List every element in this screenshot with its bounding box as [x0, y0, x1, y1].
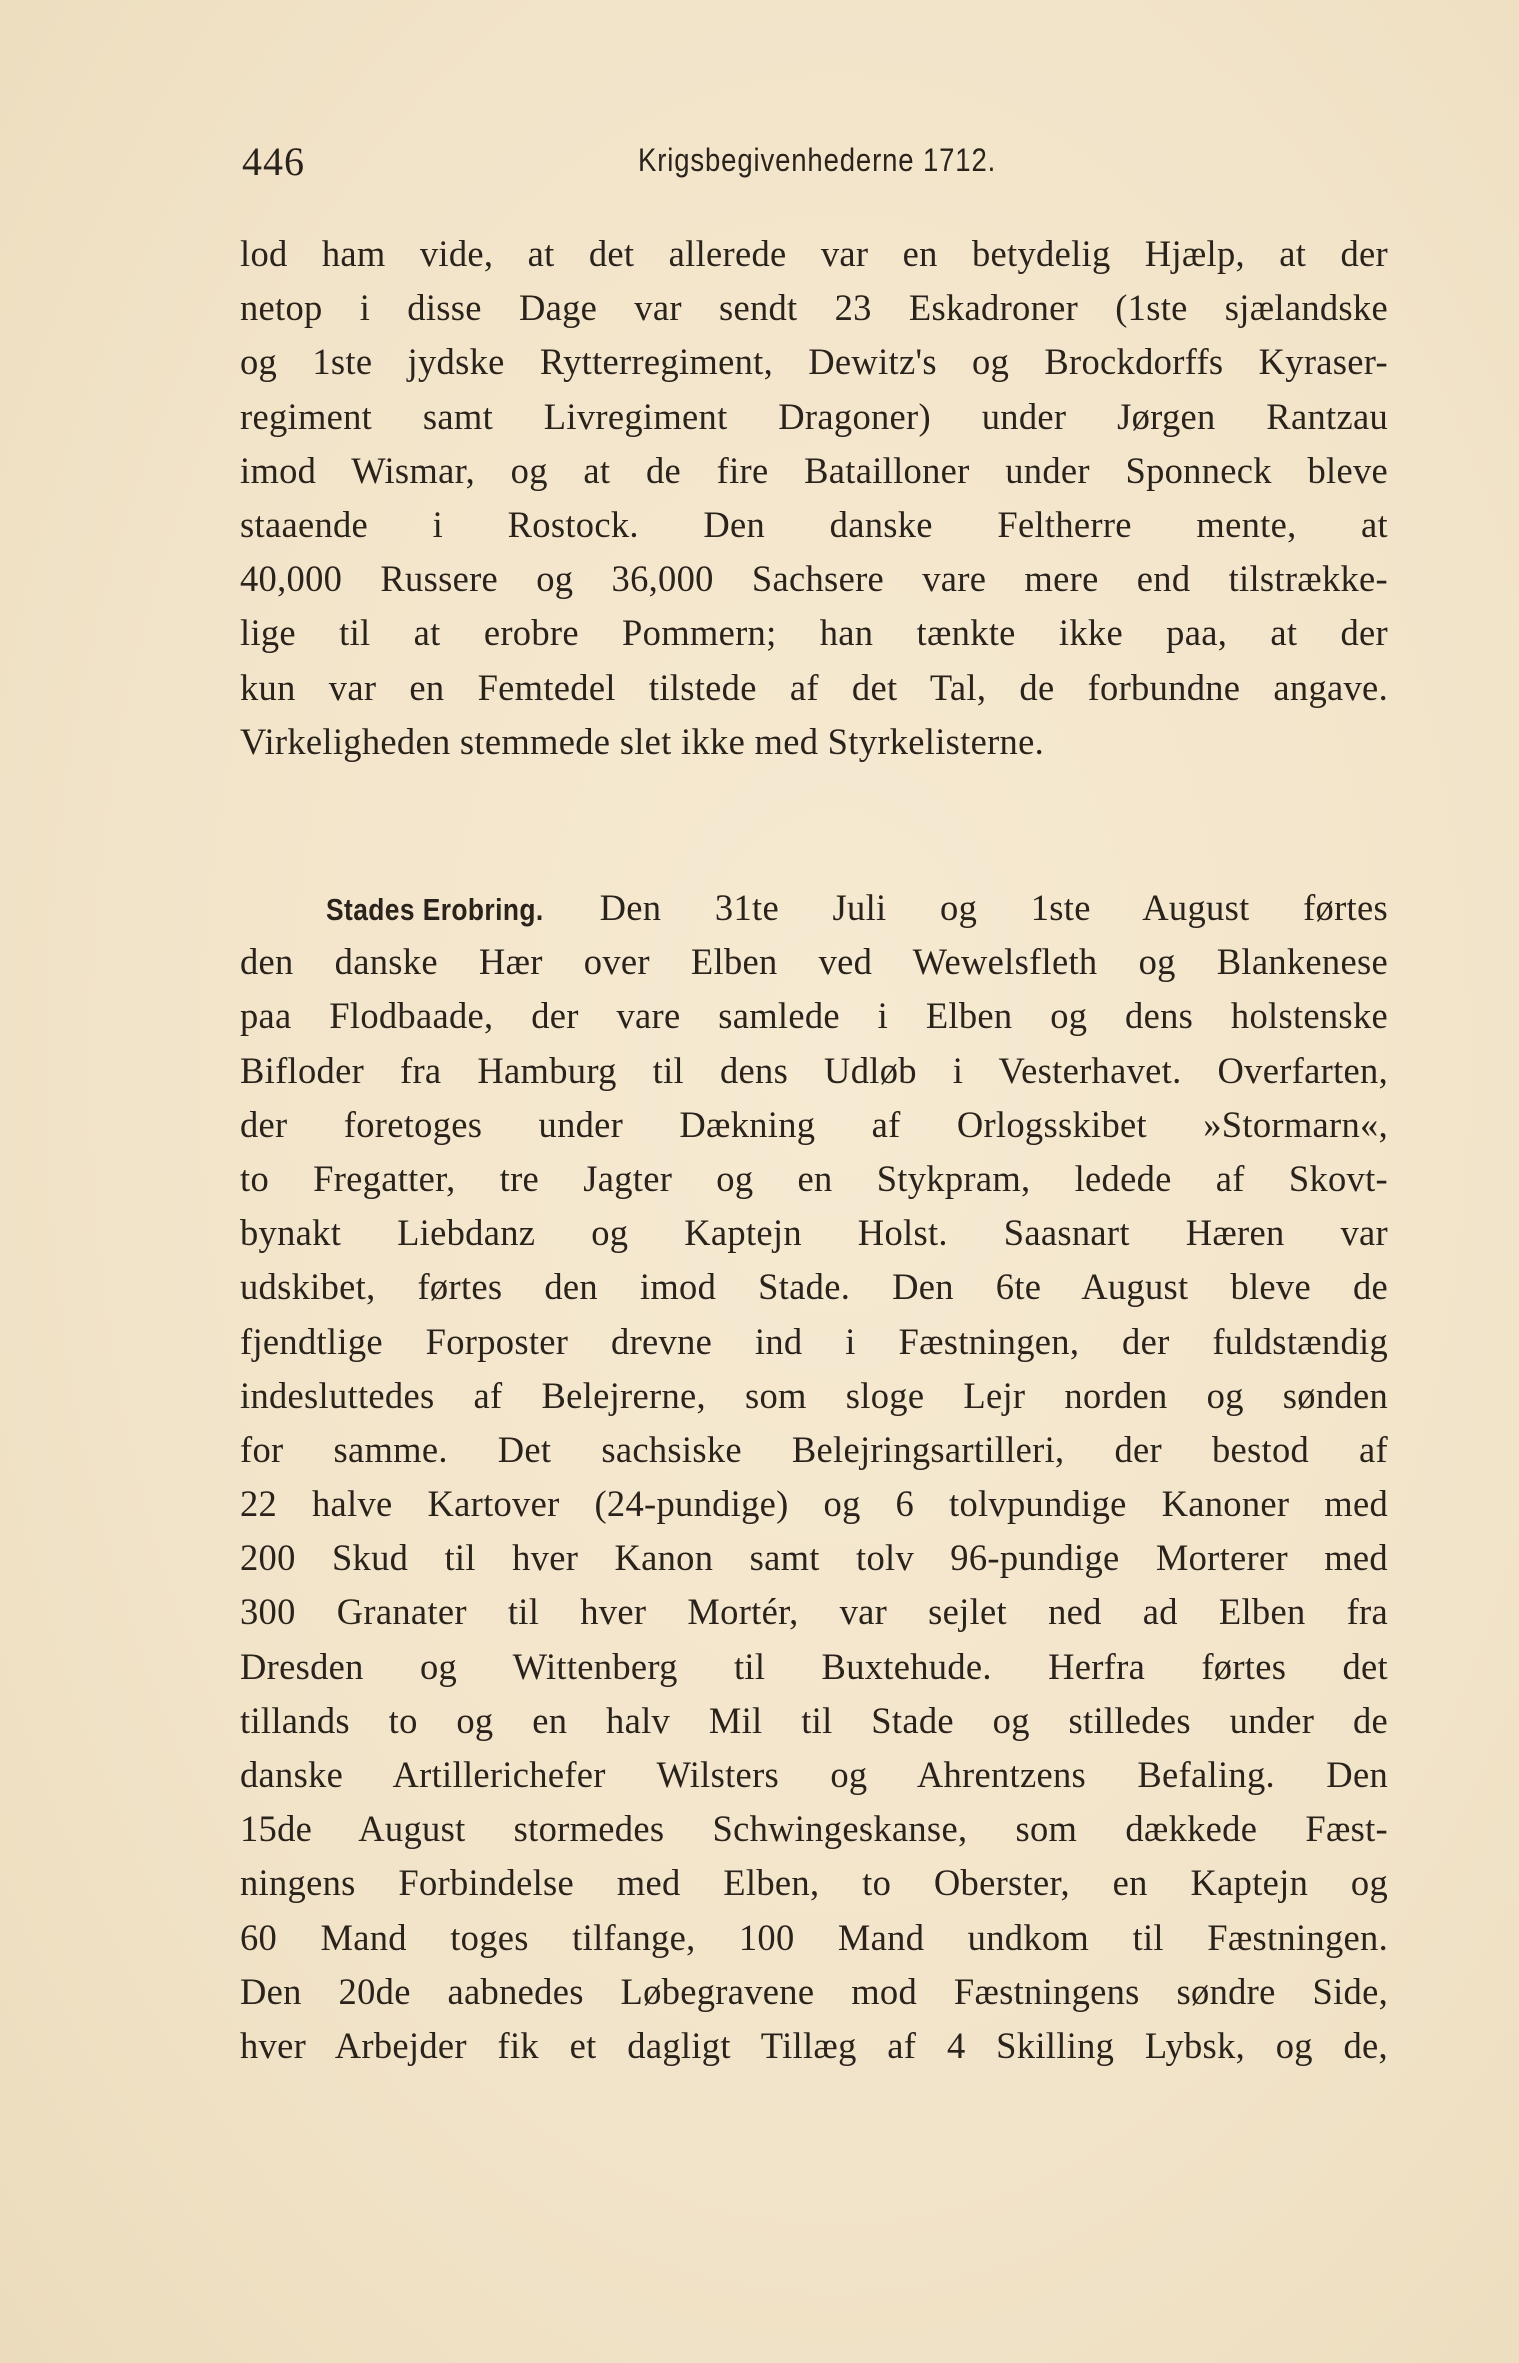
text-line: 40,000 Russere og 36,000 Sachsere vare mere end tilstrække- — [240, 558, 1388, 600]
text-line: kun var en Femtedel tilstede af det Tal, de forbundne angave. — [240, 666, 1388, 708]
text-line: Bifloder fra Hamburg til dens Udløb i Vesterhavet. Overfarten, — [240, 1049, 1388, 1091]
text-line: 22 halve Kartover (24-pundige) og 6 tolvpundige Kanoner med — [240, 1483, 1388, 1525]
paragraph-2 — [240, 881, 1388, 2073]
text-line: to Fregatter, tre Jagter og en Stykpram, ledede af Skovt- — [240, 1157, 1388, 1199]
text-line: staaende i Rostock. Den danske Feltherre mente, at — [240, 503, 1388, 545]
text-line: 60 Mand toges tilfange, 100 Mand undkom til Fæstningen. — [240, 1916, 1388, 1958]
text-line: lod ham vide, at det allerede var en betydelig Hjælp, at der — [240, 233, 1388, 274]
text-line-first — [240, 881, 1388, 935]
text-line: for samme. Det sachsiske Belejringsartilleri, der bestod af — [240, 1428, 1388, 1470]
text-line: lige til at erobre Pommern; han tænkte ikke paa, at der — [240, 612, 1388, 654]
text-line: bynakt Liebdanz og Kaptejn Holst. Saasnart Hæren var — [240, 1212, 1388, 1254]
text-line: hver Arbejder fik et dagligt Tillæg af 4 Skilling Lybsk, og de, — [240, 2024, 1388, 2066]
text-line: og 1ste jydske Rytterregiment, Dewitz's og Brockdorffs Kyraser- — [240, 341, 1388, 383]
paragraph-1 — [240, 227, 1388, 769]
text-run: Den 31te Juli og 1ste August førtes — [599, 887, 1388, 928]
text-line: udskibet, førtes den imod Stade. Den 6te August bleve de — [240, 1266, 1388, 1308]
text-line: regiment samt Livregiment Dragoner) under Jørgen Rantzau — [240, 395, 1388, 437]
text-line: 200 Skud til hver Kanon samt tolv 96-pundige Morterer med — [240, 1537, 1388, 1579]
section-heading: Stades Erobring. — [326, 892, 544, 927]
page-number: 446 — [242, 139, 305, 184]
text-line: fjendtlige Forposter drevne ind i Fæstningen, der fuldstændig — [240, 1320, 1388, 1362]
text-line: 15de August stormedes Schwingeskanse, som dækkede Fæst- — [240, 1808, 1388, 1850]
text-line: ningens Forbindelse med Elben, to Oberster, en Kaptejn og — [240, 1862, 1388, 1904]
page-header — [0, 130, 1519, 190]
text-line: imod Wismar, og at de fire Batailloner under Sponneck bleve — [240, 449, 1388, 491]
running-head: Krigsbegivenhederne 1712. — [638, 142, 997, 178]
text-line: paa Flodbaade, der vare samlede i Elben og dens holstenske — [240, 995, 1388, 1037]
text-line: Virkeligheden stemmede slet ikke med Styrkelisterne. — [240, 720, 1045, 762]
text-line: Dresden og Wittenberg til Buxtehude. Herfra førtes det — [240, 1645, 1388, 1687]
text-line: der foretoges under Dækning af Orlogsskibet »Stormarn«, — [240, 1103, 1388, 1145]
text-line: den danske Hær over Elben ved Wewelsfleth og Blankenese — [240, 941, 1388, 983]
text-line: danske Artillerichefer Wilsters og Ahrentzens Befaling. Den — [240, 1754, 1388, 1795]
text-line: Den 20de aabnedes Løbegravene mod Fæstningens søndre Side, — [240, 1970, 1388, 2012]
text-line: 300 Granater til hver Mortér, var sejlet ned ad Elben fra — [240, 1591, 1388, 1633]
text-line: tillands to og en halv Mil til Stade og stilledes under de — [240, 1699, 1388, 1741]
text-line: netop i disse Dage var sendt 23 Eskadroner (1ste sjælandske — [240, 287, 1388, 329]
text-line: indesluttedes af Belejrerne, som sloge Lejr norden og sønden — [240, 1374, 1388, 1416]
